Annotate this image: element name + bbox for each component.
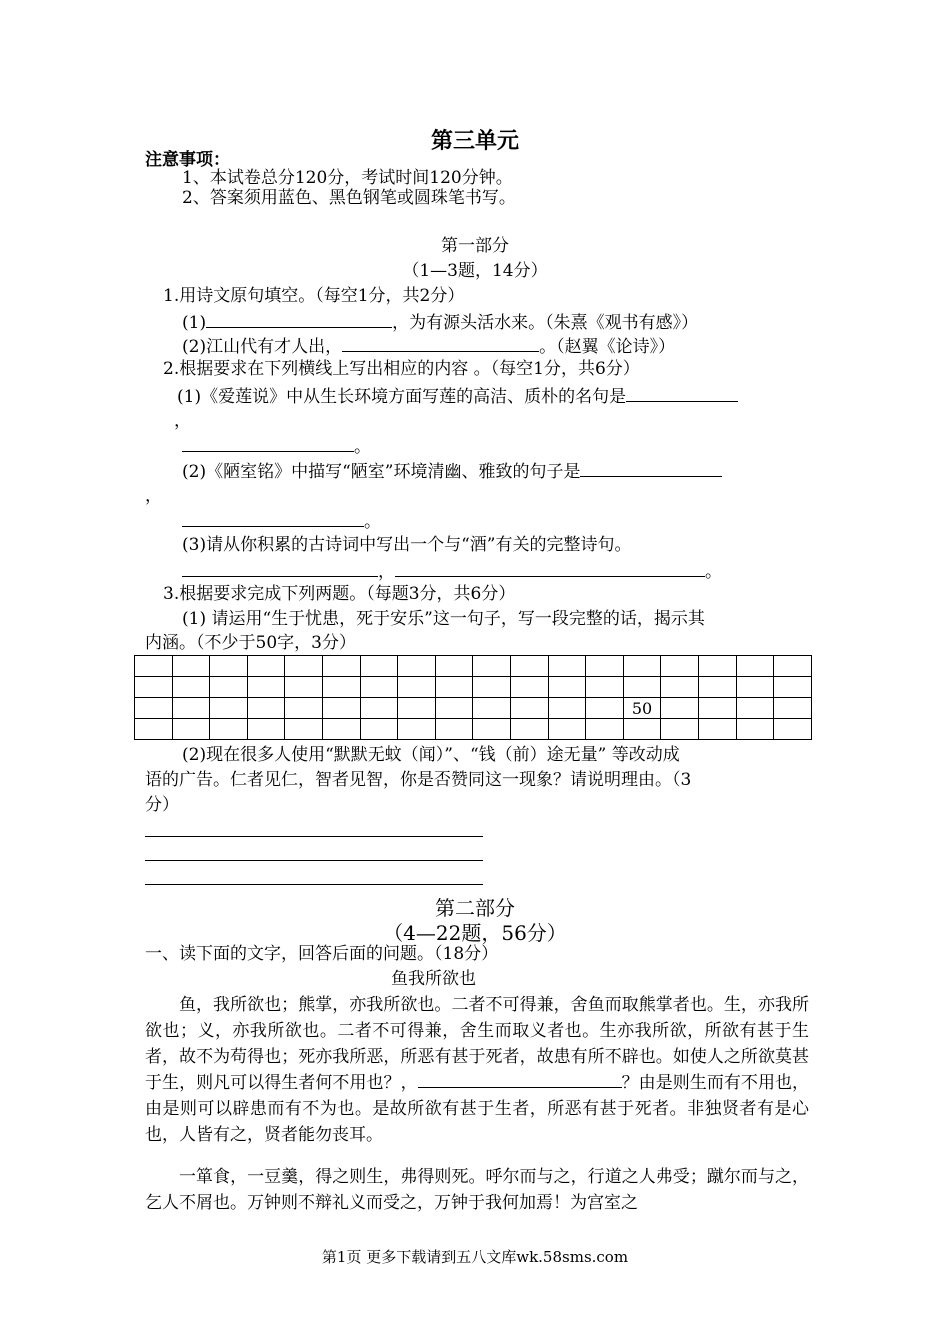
part2-range: （4—22题，56分） xyxy=(383,921,567,945)
q2-sub-3: (3)请从你积累的古诗词中写出一个与“酒”有关的完整诗句。 xyxy=(182,535,632,555)
page-footer: 第1页 更多下载请到五八文库wk.58sms.com xyxy=(321,1248,629,1266)
grid-count-mark: 50 xyxy=(623,698,661,719)
answer-blank[interactable] xyxy=(206,310,392,328)
passage-title: 鱼我所欲也 xyxy=(391,969,476,989)
passage-paragraph-1: 鱼，我所欲也；熊掌，亦我所欲也。二者不可得兼，舍鱼而取熊掌者也。生，亦我所欲也；义，亦我所欲也。二者不可得兼，舍生而取义者也。生亦我所欲，所欲有甚于生者，故不为苟得也；死亦我所恶，所恶有甚于死者，故患有所不辟也。如使人之所欲莫甚于生，则凡可以得生者何不用也？， ？由是则生而有不用也，由是则可以辟患而有不为也。是故所欲有甚于生者，所恶有甚于死者。非独贤者有是心也，人皆有之，贤者能勿丧耳。 xyxy=(145,995,810,1145)
part1-title: 第一部分 xyxy=(441,236,509,256)
q3-sub-1-line1: (1) 请运用“生于忧患，死于安乐”这一句子，写一段完整的话，揭示其 xyxy=(182,609,705,629)
q2-sub-2-line2: 。 xyxy=(182,509,381,533)
writing-grid[interactable] xyxy=(134,655,812,740)
q2-sub-2: (2)《陋室铭》中描写“陋室”环境清幽、雅致的句子是 xyxy=(182,459,722,483)
q3-stem: 3.根据要求完成下列两题。（每题3分，共6分） xyxy=(163,584,516,604)
part1-range: （1—3题，14分） xyxy=(402,261,548,281)
answer-blank[interactable] xyxy=(580,459,722,477)
answer-blank[interactable] xyxy=(182,434,354,452)
answer-line[interactable] xyxy=(145,836,483,837)
notes-item-1: 1、本试卷总分120分，考试时间120分钟。 xyxy=(182,168,513,188)
answer-blank[interactable] xyxy=(342,334,539,352)
q2-sub-1: (1)《爱莲说》中从生长环境方面写莲的高洁、质朴的名句是 xyxy=(177,384,738,408)
q1-sentence-2: (2)江山代有才人出， 。（赵翼《论诗》） xyxy=(182,334,675,358)
answer-blank[interactable] xyxy=(418,1070,622,1088)
section1-heading: 一、读下面的文字，回答后面的问题。（18分） xyxy=(145,944,499,964)
q1-stem: 1.用诗文原句填空。（每空1分，共2分） xyxy=(163,286,465,306)
q3-sub-2-line3: 分） xyxy=(145,795,179,815)
page-title: 第三单元 xyxy=(430,128,519,154)
q3-sub-1-line2: 内涵。（不少于50字，3分） xyxy=(145,633,356,653)
q3-sub-2-line2: 语的广告。仁者见仁，智者见智，你是否赞同这一现象？请说明理由。（3 xyxy=(145,770,692,790)
q2-sub-1-line2: 。 xyxy=(182,434,371,458)
notes-item-2: 2、答案须用蓝色、黑色钢笔或圆珠笔书写。 xyxy=(182,188,516,208)
answer-blank[interactable] xyxy=(395,559,705,577)
part2-title: 第二部分 xyxy=(435,896,515,920)
q3-sub-2-line1: (2)现在很多人使用“默默无蚊（闻）”、“钱（前）途无量” 等改动成 xyxy=(182,745,680,765)
answer-line[interactable] xyxy=(145,860,483,861)
q2-sub-2-comma: ， xyxy=(145,486,162,506)
passage-paragraph-2: 一箪食，一豆羹，得之则生，弗得则死。呼尔而与之，行道之人弗受；蹴尔而与之，乞人不屑也。万钟则不辩礼义而受之，万钟于我何加焉！为宫室之 xyxy=(145,1167,809,1213)
q2-sub-3-line: ， 。 xyxy=(182,559,722,583)
q2-stem: 2.根据要求在下列横线上写出相应的内容 。（每空1分，共6分） xyxy=(163,359,640,379)
answer-blank[interactable] xyxy=(182,559,378,577)
q1-sentence-1: (1) ，为有源头活水来。（朱熹《观书有感》） xyxy=(182,310,698,334)
answer-line[interactable] xyxy=(145,884,483,885)
answer-blank[interactable] xyxy=(182,509,364,527)
q2-sub-1-comma: ， xyxy=(174,411,191,431)
notes-heading: 注意事项： xyxy=(145,150,230,170)
answer-blank[interactable] xyxy=(626,384,738,402)
